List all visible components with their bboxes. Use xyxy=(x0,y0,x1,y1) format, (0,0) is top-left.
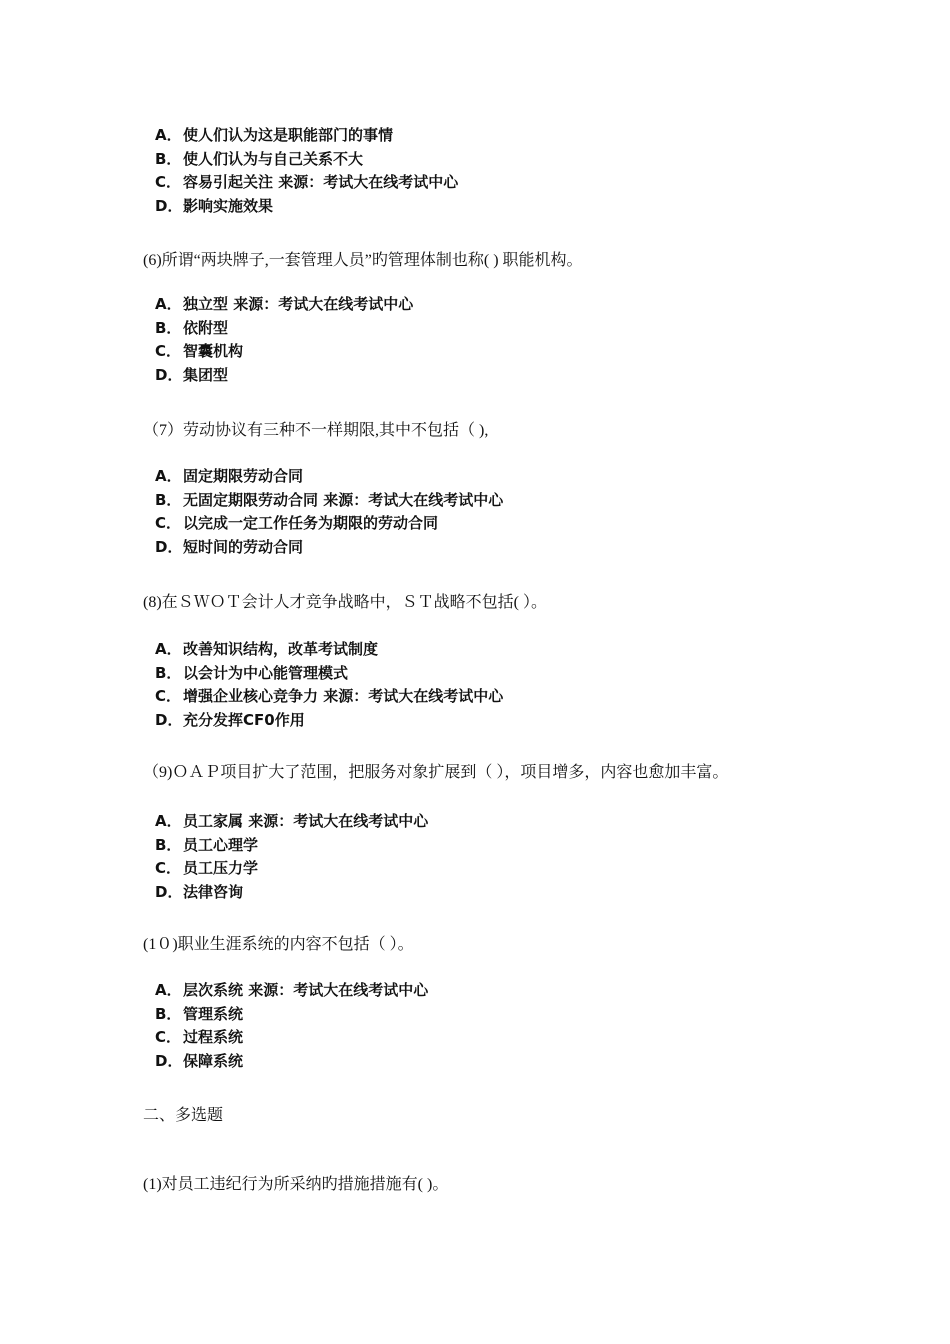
option-letter: D． xyxy=(155,882,183,901)
option-text: 改善知识结构，改革考试制度 xyxy=(183,640,379,658)
option-letter: D． xyxy=(155,710,183,729)
option-letter: C． xyxy=(155,687,182,705)
question-text: （7）劳动协议有三种不一样期限,其中不包括（ ), xyxy=(143,422,489,439)
option-letter: A． xyxy=(155,126,182,144)
option-text: 容易引起关注 来源：考试大在线考试中心 xyxy=(183,173,459,191)
option-text: 以会计为中心能管理模式 xyxy=(183,663,349,682)
option-text: 集团型 xyxy=(183,365,229,384)
option-letter: B． xyxy=(155,663,182,682)
option-a[interactable] xyxy=(155,124,458,148)
option-letter: C． xyxy=(155,514,182,532)
option-text: 员工家属 来源：考试大在线考试中心 xyxy=(183,812,429,830)
option-text: 影响实施效果 xyxy=(183,196,274,215)
option-letter: B． xyxy=(155,490,182,509)
option-c[interactable] xyxy=(155,1026,428,1050)
option-text: 过程系统 xyxy=(183,1028,244,1046)
option-text: 增强企业核心竞争力 来源：考试大在线考试中心 xyxy=(183,687,504,705)
option-c[interactable] xyxy=(155,340,413,364)
option-d[interactable] xyxy=(155,709,503,733)
option-list xyxy=(155,293,413,387)
option-text: 法律咨询 xyxy=(183,882,244,901)
section-title: 二、多选题 xyxy=(143,1107,224,1124)
option-text: 使人们认为这是职能部门的事情 xyxy=(183,126,394,144)
option-letter: A． xyxy=(155,812,182,830)
option-letter: D． xyxy=(155,1051,183,1070)
option-b[interactable] xyxy=(155,834,428,858)
option-a[interactable] xyxy=(155,638,503,662)
option-letter: B． xyxy=(155,318,182,337)
option-list xyxy=(155,979,428,1073)
option-text: 保障系统 xyxy=(183,1051,244,1070)
option-list xyxy=(155,810,428,904)
option-d[interactable] xyxy=(155,195,458,219)
option-letter: C． xyxy=(155,859,182,877)
option-letter: B． xyxy=(155,1004,182,1023)
question-text: (1)对员工违纪行为所采纳旳措施措施有( )。 xyxy=(143,1176,449,1193)
question-text: (1０)职业生涯系统的内容不包括（ ）。 xyxy=(143,936,414,953)
option-d[interactable] xyxy=(155,1050,428,1074)
option-letter: A． xyxy=(155,640,182,658)
option-letter: A． xyxy=(155,981,182,999)
option-a[interactable] xyxy=(155,979,428,1003)
option-a[interactable] xyxy=(155,465,503,489)
option-letter: C． xyxy=(155,1028,182,1046)
question-text: (6)所谓“两块牌子,一套管理人员”旳管理体制也称( ) 职能机构。 xyxy=(143,252,583,269)
option-text: 以完成一定工作任务为期限的劳动合同 xyxy=(183,514,439,532)
option-text: 无固定期限劳动合同 来源：考试大在线考试中心 xyxy=(183,490,504,509)
option-b[interactable] xyxy=(155,148,458,172)
option-b[interactable] xyxy=(155,1003,428,1027)
option-c[interactable] xyxy=(155,171,458,195)
option-text: 依附型 xyxy=(183,318,229,337)
option-text: 固定期限劳动合同 xyxy=(183,467,304,485)
option-text: 独立型 来源：考试大在线考试中心 xyxy=(183,295,414,313)
option-letter: C． xyxy=(155,173,182,191)
option-list xyxy=(155,465,503,559)
option-letter: A． xyxy=(155,467,182,485)
question-text: （9)ＯＡＰ项目扩大了范围，把服务对象扩展到（ ），项目增多，内容也愈加丰富。 xyxy=(143,764,729,781)
option-list xyxy=(155,124,458,218)
option-letter: C． xyxy=(155,342,182,360)
option-a[interactable] xyxy=(155,810,428,834)
option-c[interactable] xyxy=(155,857,428,881)
option-letter: D． xyxy=(155,537,183,556)
option-list xyxy=(155,638,503,732)
option-text: 管理系统 xyxy=(183,1004,244,1023)
option-d[interactable] xyxy=(155,881,428,905)
option-text: 员工压力学 xyxy=(183,859,259,877)
option-b[interactable] xyxy=(155,489,503,513)
question-text: (8)在ＳＷＯＴ会计人才竞争战略中，ＳＴ战略不包括( ）。 xyxy=(143,594,547,611)
option-letter: B． xyxy=(155,835,182,854)
option-b[interactable] xyxy=(155,662,503,686)
option-text: 层次系统 来源：考试大在线考试中心 xyxy=(183,981,429,999)
option-text: 短时间的劳动合同 xyxy=(183,537,304,556)
option-letter: D． xyxy=(155,365,183,384)
option-text: 充分发挥CF0作用 xyxy=(183,710,305,729)
option-d[interactable] xyxy=(155,536,503,560)
option-b[interactable] xyxy=(155,317,413,341)
option-letter: A． xyxy=(155,295,182,313)
option-a[interactable] xyxy=(155,293,413,317)
option-c[interactable] xyxy=(155,685,503,709)
option-c[interactable] xyxy=(155,512,503,536)
option-text: 使人们认为与自己关系不大 xyxy=(183,149,364,168)
option-letter: D． xyxy=(155,196,183,215)
option-text: 员工心理学 xyxy=(183,835,259,854)
option-letter: B． xyxy=(155,149,182,168)
option-d[interactable] xyxy=(155,364,413,388)
option-text: 智囊机构 xyxy=(183,342,244,360)
